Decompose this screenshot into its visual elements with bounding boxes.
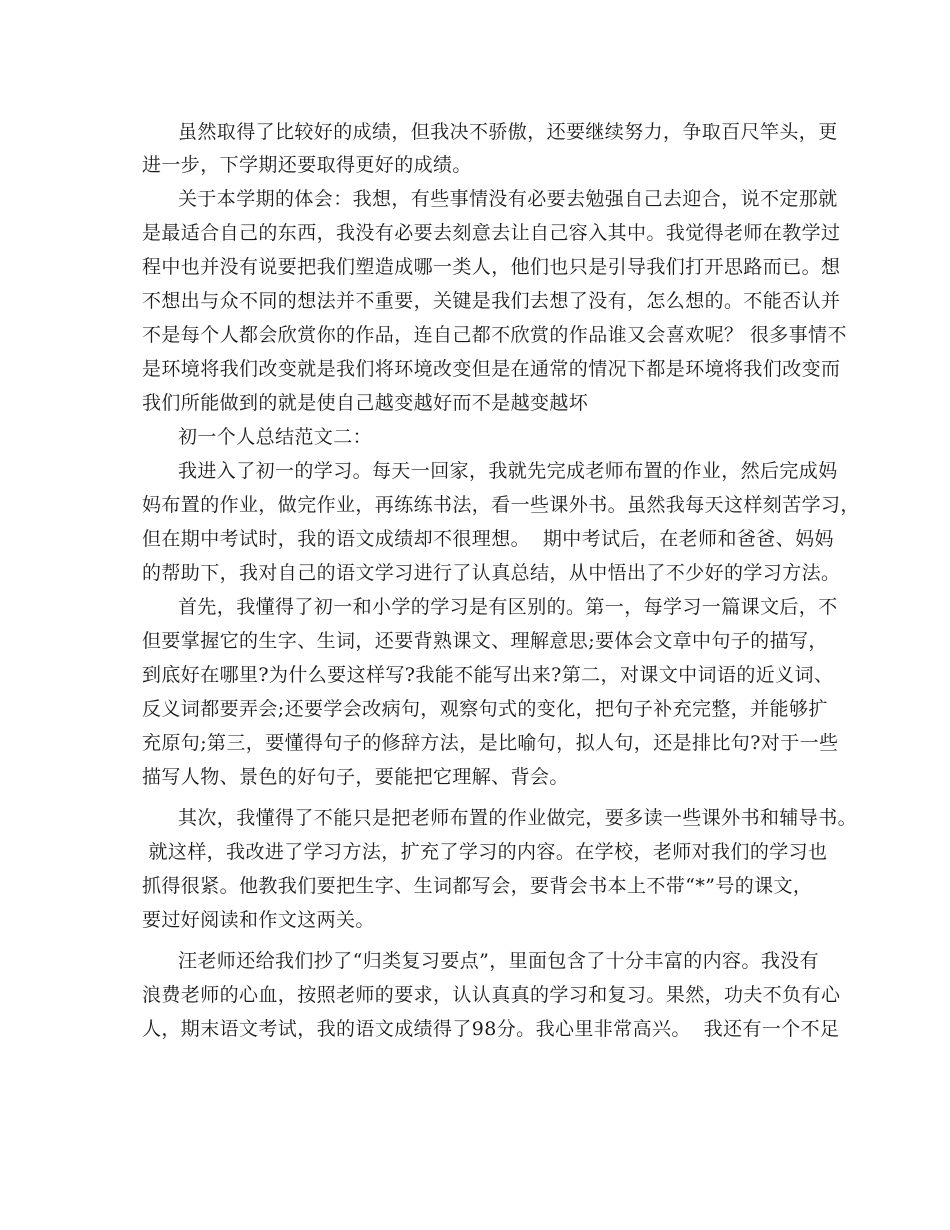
text-line: 妈布置的作业，做完作业，再练练书法，看一些课外书。虽然我每天这样刻苦学习， — [142, 494, 860, 516]
text-line: 是最适合自己的东西，我没有必要去刻意去让自己容入其中。我觉得老师在教学过 — [142, 222, 841, 244]
text-line: 虽然取得了比较好的成绩，但我决不骄傲，还要继续努力，争取百尺竿头，更 — [178, 121, 838, 143]
text-line: 关于本学期的体会：我想，有些事情没有必要去勉强自己去迎合，说不定那就 — [178, 188, 838, 210]
text-line: 的帮助下，我对自己的语文学习进行了认真总结，从中悟出了不少好的学习方法。 — [142, 562, 841, 584]
text-line: 浪费老师的心血，按照老师的要求，认认真真的学习和复习。果然，功夫不负有心 — [142, 984, 841, 1006]
text-line: 进一步，下学期还要取得更好的成绩。 — [142, 154, 472, 176]
text-line: 汪老师还给我们抄了“归类复习要点”，里面包含了十分丰富的内容。我没有 — [178, 950, 820, 972]
text-line: 但要掌握它的生字、生词，还要背熟课文、理解意思;要体会文章中句子的描写， — [142, 630, 828, 652]
section-heading: 初一个人总结范文二： — [178, 426, 373, 448]
text-line: 充原句;第三，要懂得句子的修辞方法，是比喻句，拟人句，还是排比句?对于一些 — [142, 732, 839, 754]
text-line: 反义词都要弄会;还要学会改病句，观察句式的变化，把句子补充完整，并能够扩 — [142, 698, 828, 720]
text-line: 不是每个人都会欣赏你的作品，连自己都不欣赏的作品谁又会喜欢呢？ 很多事情不 — [142, 324, 847, 346]
text-line: 人，期末语文考试，我的语文成绩得了98分。我心里非常高兴。 我还有一个不足 — [142, 1018, 840, 1040]
text-line: 描写人物、景色的好句子，要能把它理解、背会。 — [142, 766, 569, 788]
text-line: 我进入了初一的学习。每天一回家，我就先完成老师布置的作业，然后完成妈 — [178, 460, 838, 482]
text-line: 不想出与众不同的想法并不重要，关键是我们去想了没有，怎么想的。不能否认并 — [142, 290, 841, 312]
text-line: 其次，我懂得了不能只是把老师布置的作业做完，要多读一些课外书和辅导书。 — [178, 807, 858, 829]
text-line: 要过好阅读和作文这两关。 — [142, 909, 375, 931]
text-line: 到底好在哪里?为什么要这样写?我能不能写出来?第二，对课文中词语的近义词、 — [142, 664, 834, 686]
text-line: 是环境将我们改变就是我们将环境改变但是在通常的情况下都是环境将我们改变而 — [142, 358, 841, 380]
text-line: 但在期中考试时，我的语文成绩却不很理想。 期中考试后，在老师和爸爸、妈妈 — [142, 528, 834, 550]
text-line: 就这样，我改进了学习方法，扩充了学习的内容。在学校，老师对我们的学习也 — [142, 841, 828, 863]
text-line: 我们所能做到的就是使自己越变越好而不是越变越坏 — [142, 392, 589, 414]
text-line: 程中也并没有说要把我们塑造成哪一类人，他们也只是引导我们打开思路而已。想 — [142, 256, 841, 278]
text-line: 抓得很紧。他教我们要把生字、生词都写会，要背会书本上不带“*”号的课文， — [142, 875, 813, 897]
text-line: 首先，我懂得了初一和小学的学习是有区别的。第一，每学习一篇课文后，不 — [178, 596, 838, 618]
